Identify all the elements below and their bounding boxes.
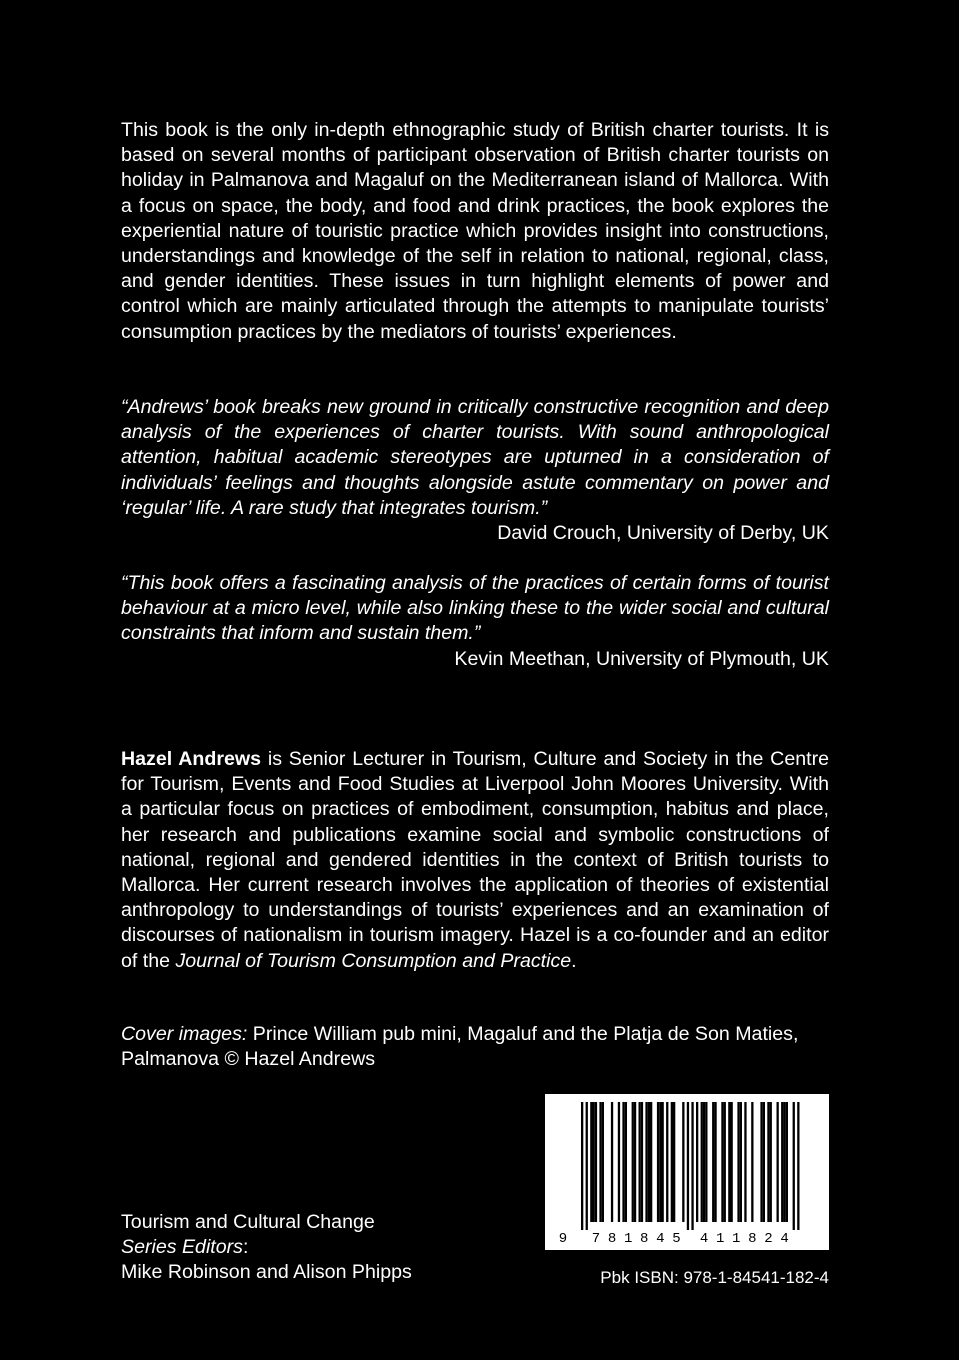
review-quote-1: [121, 395, 829, 546]
barcode-digit: 4: [699, 1231, 709, 1247]
barcode-bar: [645, 1102, 647, 1222]
review-quote-2-text: “This book offers a fascinating analysis of the practices of certain forms of tourist behaviour at a micro level, while also linking these to the wider social and cultural constraints that inform and sustain them.”: [121, 572, 829, 645]
barcode-bar: [687, 1102, 689, 1230]
barcode-bar: [696, 1102, 698, 1222]
review-quote-1-attribution: David Crouch, University of Derby, UK: [497, 522, 829, 545]
barcode-bar: [602, 1102, 604, 1222]
barcode-bar: [662, 1102, 664, 1222]
book-description: [121, 118, 829, 345]
barcode-bar: [581, 1102, 583, 1230]
barcode-bar: [657, 1102, 659, 1222]
series-name: Tourism and Cultural Change: [121, 1211, 375, 1233]
barcode-bar: [740, 1102, 742, 1222]
barcode-digit: 1: [623, 1231, 633, 1247]
barcode-digit: 1: [715, 1231, 725, 1247]
barcode-bar: [650, 1102, 652, 1222]
series-info: [121, 1210, 481, 1286]
barcode-bar: [691, 1102, 693, 1230]
barcode-digit: 9: [558, 1231, 568, 1247]
series-editors-line: [121, 1235, 481, 1260]
series-editors-label: Series Editors: [121, 1236, 243, 1259]
barcode-bar: [770, 1102, 772, 1222]
series-editors: Mike Robinson and Alison Phipps: [121, 1261, 412, 1284]
barcode-bar: [659, 1102, 661, 1222]
barcode-digit: 8: [607, 1231, 617, 1247]
barcode-bar: [595, 1102, 597, 1222]
barcode-bar: [590, 1102, 592, 1222]
series-editors-colon: :: [242, 1236, 249, 1259]
barcode-bar: [586, 1102, 588, 1230]
barcode-bar: [618, 1102, 620, 1222]
barcode-digit: 1: [732, 1231, 741, 1247]
barcode-bar: [783, 1102, 785, 1222]
barcode-bar: [751, 1102, 753, 1222]
review-quote-1-text: “Andrews’ book breaks new ground in critically constructive recognition and deep analysis of the experiences of charter tourists. With sound anthropological attention, habitual academic stereotypes are upturned in a consideration of individuals’ feelings and thoughts alongside astute commentary on power and ‘regular’ life. A rare study that integrates tourism.”: [121, 396, 829, 519]
cover-images-credit-text: [121, 1022, 829, 1072]
barcode-digit: 4: [780, 1231, 789, 1247]
book-description-text: This book is the only in-depth ethnographic study of British charter tourists. It is based on several months of participant observation of British charter tourists on holiday in Palmanova and Magaluf on the Mediterranean island of Mallorca. With a focus on space, the body, and food and drink practices, the book explores the experiential nature of touristic practice which provides insight into constructions, understandings and knowledge of the self in relation to national, regional, class, and gender identities. These issues in turn highlight elements of power and control which are mainly articulated through the attempts to manipulate tourists’ consumption practices by the mediators of tourists’ experiences.: [121, 119, 829, 343]
barcode-bar: [731, 1102, 733, 1222]
review-quote-2-attribution: Kevin Meethan, University of Plymouth, UK: [454, 647, 829, 670]
barcode-bar: [728, 1102, 730, 1222]
barcode-bar: [714, 1102, 716, 1222]
review-quote-2: [121, 571, 829, 672]
cover-images-label: Cover images:: [121, 1023, 248, 1045]
barcode-bar: [760, 1102, 762, 1222]
barcode-bar: [701, 1102, 703, 1222]
barcode-bar: [737, 1102, 739, 1222]
barcode-bar: [793, 1102, 795, 1230]
barcode-digit: 5: [672, 1231, 681, 1247]
barcode-bar: [797, 1102, 799, 1230]
barcode-bar: [625, 1102, 627, 1222]
barcode-bar: [781, 1102, 783, 1222]
barcode-bar: [767, 1102, 769, 1222]
barcode-graphic: [545, 1094, 829, 1250]
author-bio: [121, 747, 829, 974]
barcode-bar: [641, 1102, 643, 1222]
author-name: Hazel Andrews: [121, 748, 262, 770]
barcode-bar: [673, 1102, 675, 1222]
barcode-bar: [721, 1102, 723, 1222]
barcode-bar: [593, 1102, 595, 1222]
barcode-bar: [639, 1102, 641, 1222]
author-bio-body: is Senior Lecturer in Tourism, Culture and Society in the Centre for Tourism, Events and Food Studies at Liverpool John Moores University. With a particular focus on practices of embodiment, consumption, habitus and place, her research and publications examine social and symbolic constructions of national, regional and gendered identities in the context of British tourists to Mallorca. Her current research involves the application of theories of existential anthropology to understandings of tourists’ experiences and an examination of discourses of nationalism in tourism imagery. Hazel is a co-founder and an editor of the: [121, 748, 829, 972]
author-bio-end: .: [571, 949, 577, 972]
barcode-bar: [632, 1102, 634, 1222]
isbn-number: Pbk ISBN: 978-1-84541-182-4: [600, 1268, 829, 1287]
cover-images-credit: [121, 1022, 829, 1072]
barcode-bar: [705, 1102, 707, 1222]
barcode-bar: [724, 1102, 726, 1222]
barcode-bar: [611, 1102, 613, 1222]
barcode-bar: [634, 1102, 636, 1222]
barcode-bar: [622, 1102, 624, 1222]
barcode-digit: 8: [748, 1231, 757, 1247]
barcode-digit: 2: [764, 1231, 773, 1247]
barcode-bar: [682, 1102, 684, 1222]
barcode-bar: [648, 1102, 650, 1222]
barcode-bar: [666, 1102, 668, 1222]
author-bio-text: [121, 747, 829, 974]
isbn-barcode: [545, 1094, 829, 1250]
barcode-bar: [763, 1102, 765, 1222]
barcode-bar: [599, 1102, 601, 1222]
journal-title: Journal of Tourism Consumption and Practice: [175, 949, 572, 972]
barcode-bar: [712, 1102, 714, 1222]
barcode-digit: 8: [640, 1231, 649, 1247]
barcode-bar: [703, 1102, 705, 1222]
barcode-bar: [777, 1102, 779, 1222]
barcode-bar: [744, 1102, 746, 1222]
barcode-digit: 7: [591, 1231, 601, 1247]
barcode-bar: [786, 1102, 788, 1222]
barcode-digit: 4: [656, 1231, 665, 1247]
barcode-bar: [671, 1102, 673, 1222]
cover-images-text: Prince William pub mini, Magaluf and the Platja de Son Maties, Palmanova © Hazel Andrews: [121, 1023, 799, 1071]
